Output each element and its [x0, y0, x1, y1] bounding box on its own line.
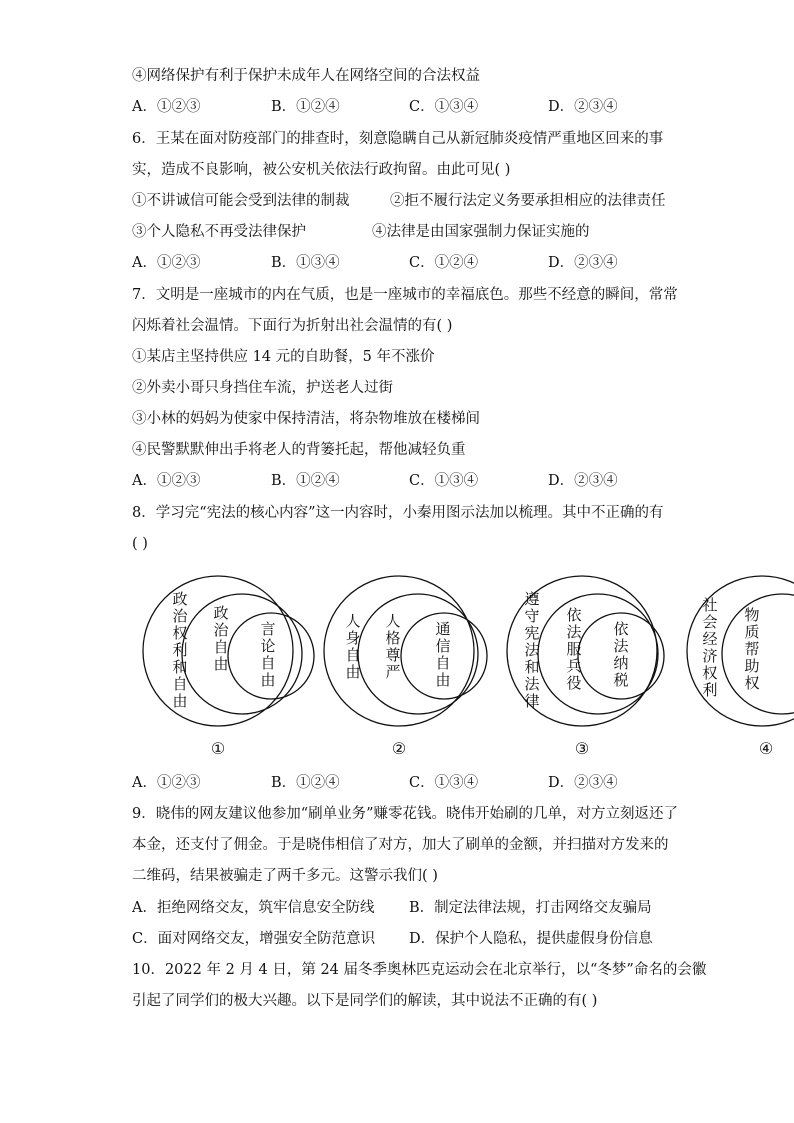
diagram-group-2 [324, 576, 487, 758]
diagram-3-outer-label: 遵守宪法和法律 [524, 590, 540, 710]
venn-diagram [0, 568, 794, 763]
q7-stem-line-1: 7．文明是一座城市的内在气质，也是一座城市的幸福底色。那些不经意的瞬间，常常 [132, 287, 678, 303]
q8-stem-line-2: ( ) [132, 536, 148, 552]
diagram-3-inner-label: 依法纳税 [613, 620, 629, 689]
q9-stem-line-1: 9．晓伟的网友建议他参加“刷单业务”赚零花钱。晓伟开始刷的几单，对方立刻返还了 [132, 806, 679, 822]
option-c[interactable]: C．①③④ [409, 99, 479, 115]
option-d[interactable]: D．②③④ [548, 99, 618, 115]
diagram-group-4 [687, 576, 794, 758]
diagram-1-inner-label: 言论自由 [260, 620, 276, 689]
option-d[interactable]: D．②③④ [548, 473, 618, 489]
option-d[interactable]: D．②③④ [548, 775, 618, 791]
option-b[interactable]: B．①②④ [271, 99, 340, 115]
diagram-2-middle-label: 人格尊严 [385, 612, 401, 681]
q10-stem-line-2: 引起了同学们的极大兴趣。以下是同学们的解读，其中说法不正确的有( ) [132, 993, 598, 1009]
option-c[interactable]: C．面对网络交友，增强安全防范意识 [132, 931, 376, 947]
q5-statement-4: ④网络保护有利于保护未成年人在网络空间的合法权益 [132, 68, 480, 84]
diagram-group-3 [507, 576, 664, 758]
option-b[interactable]: B．①②④ [271, 473, 340, 489]
diagram-group-1 [143, 576, 314, 758]
option-d[interactable]: D．②③④ [548, 255, 618, 271]
diagram-2-number: ② [391, 739, 407, 758]
q6-statement-2: ②拒不履行法定义务要承担相应的法律责任 [390, 193, 666, 209]
q6-stem-line-2: 实，造成不良影响，被公安机关依法行政拘留。由此可见( ) [132, 162, 511, 178]
q6-statement-3: ③个人隐私不再受法律保护 [132, 224, 306, 240]
q6-stem-line-1: 6．王某在面对防疫部门的排查时，刻意隐瞒自己从新冠肺炎疫情严重地区回来的事 [132, 131, 664, 147]
option-a[interactable]: A．①②③ [132, 99, 201, 115]
option-b[interactable]: B．①③④ [271, 255, 340, 271]
option-d[interactable]: D．保护个人隐私，提供虚假身份信息 [409, 931, 653, 947]
q6-statement-1: ①不讲诚信可能会受到法律的制裁 [132, 193, 350, 209]
option-b[interactable]: B．制定法律法规，打击网络交友骗局 [409, 900, 652, 916]
q6-statement-4: ④法律是由国家强制力保证实施的 [372, 224, 590, 240]
q7-statement-1: ①某店主坚持供应 14 元的自助餐，5 年不涨价 [132, 349, 435, 365]
diagram-4-outer-label: 社会经济权利 [702, 596, 718, 699]
option-c[interactable]: C．①③④ [409, 473, 479, 489]
q7-statement-4: ④民警默默伸出手将老人的背篓托起，帮他减轻负重 [132, 442, 466, 458]
diagram-1-number: ① [210, 739, 226, 758]
option-a[interactable]: A．①②③ [132, 473, 201, 489]
q7-stem-line-2: 闪烁着社会温情。下面行为折射出社会温情的有( ) [132, 318, 453, 334]
diagram-2-outer-label: 人身自由 [345, 612, 361, 681]
option-b[interactable]: B．①②④ [271, 775, 340, 791]
diagram-1-middle-label: 政治自由 [213, 604, 229, 673]
q7-statement-3: ③小林的妈妈为使家中保持清洁，将杂物堆放在楼梯间 [132, 411, 480, 427]
diagram-1-outer-label: 政治权利和自由 [172, 590, 188, 710]
diagram-4-middle-label: 物质帮助权 [744, 606, 760, 692]
q10-stem-line-1: 10．2022 年 2 月 4 日，第 24 届冬季奥林匹克运动会在北京举行，以“冬梦”命名的会徽 [132, 962, 707, 978]
q8-stem-line-1: 8．学习完“宪法的核心内容”这一内容时，小秦用图示法加以梳理。其中不正确的有 [132, 505, 664, 521]
option-c[interactable]: C．①③④ [409, 775, 479, 791]
diagram-4-number: ④ [758, 739, 774, 758]
diagram-3-number: ③ [574, 739, 590, 758]
q9-stem-line-2: 本金，还支付了佣金。于是晓伟相信了对方，加大了刷单的金额，并扫描对方发来的 [132, 837, 669, 853]
option-a[interactable]: A．①②③ [132, 775, 201, 791]
q7-statement-2: ②外卖小哥只身挡住车流，护送老人过街 [132, 380, 393, 396]
diagram-2-inner-label: 通信自由 [435, 620, 451, 689]
option-a[interactable]: A．①②③ [132, 255, 201, 271]
option-a[interactable]: A．拒绝网络交友，筑牢信息安全防线 [132, 900, 375, 916]
diagram-3-middle-label: 依法服兵役 [566, 606, 582, 692]
option-c[interactable]: C．①②④ [409, 255, 479, 271]
q9-stem-line-3: 二维码，结果被骗走了两千多元。这警示我们( ) [132, 868, 438, 884]
